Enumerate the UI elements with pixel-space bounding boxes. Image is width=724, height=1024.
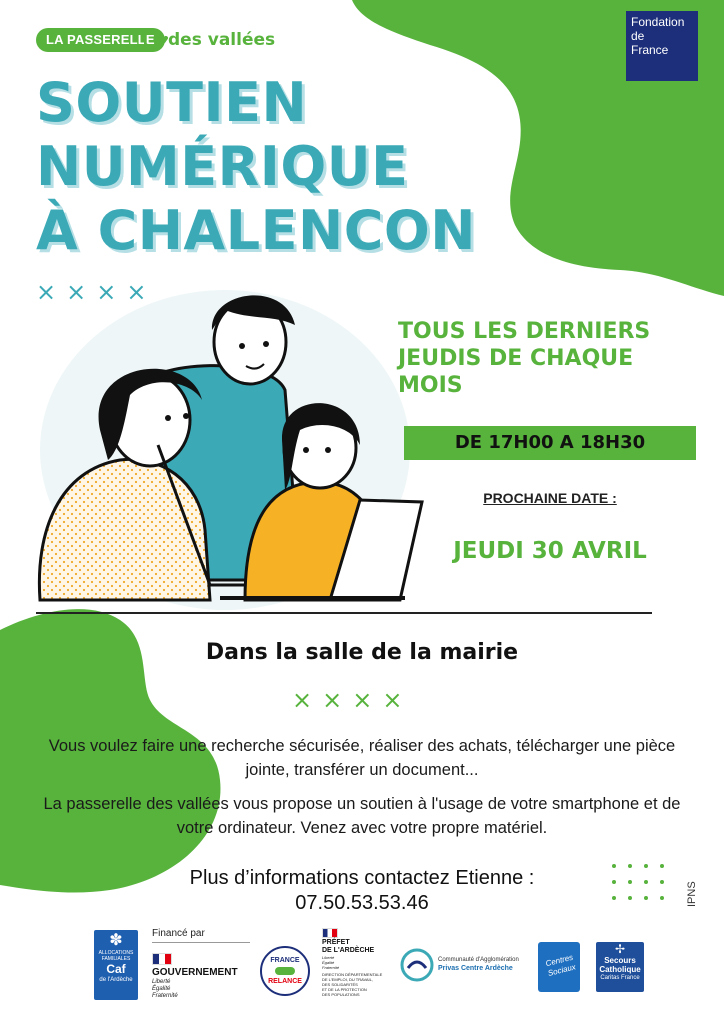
agglo-line-1: Communauté d'Agglomération <box>438 957 519 963</box>
prefet-direction-5: DES POPULATIONS <box>322 992 360 997</box>
prefet-direction-4: ET DE LA PROTECTION <box>322 987 367 992</box>
fdf-line-2: de <box>631 29 645 43</box>
french-flag-icon <box>322 928 338 938</box>
secours-line-1: Secours <box>604 956 636 965</box>
government-name: GOUVERNEMENT <box>152 967 238 978</box>
government-motto-1: Liberté <box>152 979 171 985</box>
caf-logo <box>94 930 138 1000</box>
dot-grid-decoration <box>610 862 666 910</box>
agglo-privas-logo <box>400 948 528 984</box>
fondation-de-france-logo <box>626 11 698 81</box>
passerelle-logo-pill: LA PASSERELLE <box>36 28 165 52</box>
prefet-ardeche-logo <box>322 928 394 1008</box>
prefet-motto-1: Liberté <box>322 955 335 960</box>
prefet-motto-3: Fraternité <box>322 965 340 970</box>
intro-paragraph: Vous voulez faire une recherche sécurisée, réaliser des achats, télécharger une pièce jointe, transférer un document... <box>48 737 676 779</box>
teal-crosses-decoration: ×××× <box>36 278 157 306</box>
prefet-title-1: PRÉFET <box>322 939 350 946</box>
centres-sociaux-logo <box>538 942 580 992</box>
green-crosses-decoration: ×××× <box>292 686 413 714</box>
agglo-emblem-icon <box>400 948 434 982</box>
prefet-direction-2: DE L'EMPLOI, DU TRAVAIL, <box>322 977 373 982</box>
funded-by-label: Financé par <box>152 928 250 943</box>
secours-cross-icon: ✢ <box>614 942 626 956</box>
government-motto-2: Égalité <box>152 986 171 992</box>
secours-line-3: Caritas France <box>600 975 640 981</box>
venue-heading: Dans la salle de la mairie <box>205 640 519 665</box>
centres-sociaux-name: Centres Sociaux <box>544 952 577 978</box>
ipns-label: IPNS <box>686 881 698 907</box>
prefet-direction-3: DES SOLIDARITÉS <box>322 982 358 987</box>
caf-emblem-icon: ✽ <box>109 932 123 949</box>
secours-catholique-logo <box>596 942 644 992</box>
title-line-2: NUMÉRIQUE <box>36 135 409 198</box>
relance-wave-icon <box>275 967 295 975</box>
government-logo <box>152 928 250 1004</box>
contact-line: Plus d’informations contactez Etienne : <box>189 867 535 889</box>
france-relance-logo <box>260 946 310 996</box>
french-flag-icon <box>152 953 172 965</box>
caf-name: Caf <box>106 962 126 976</box>
section-divider <box>36 612 652 614</box>
agglo-line-2: Privas Centre Ardèche <box>438 965 513 972</box>
title-line-1: SOUTIEN <box>36 71 308 134</box>
prefet-title-2: DE L'ARDÈCHE <box>322 947 375 954</box>
relance-top: FRANCE <box>270 957 300 964</box>
offer-paragraph: La passerelle des vallées vous propose un soutien à l'usage de votre smartphone et de votre ordinateur. Venez avec votre propre matériel. <box>43 795 681 837</box>
secours-line-2: Catholique <box>599 965 641 974</box>
schedule-hours-banner: DE 17H00 A 18H30 <box>404 426 696 460</box>
logo-swoosh-icon <box>144 32 170 52</box>
fdf-line-1: Fondation <box>631 15 685 29</box>
prefet-motto-2: Égalité <box>322 960 335 965</box>
people-at-laptop-illustration <box>30 280 430 610</box>
schedule-frequency: TOUS LES DERNIERS JEUDIS DE CHAQUE MOIS <box>398 319 651 398</box>
prefet-direction-1: DIRECTION DÉPARTEMENTALE <box>322 972 383 977</box>
passerelle-logo-subtitle: des vallées <box>168 30 276 50</box>
title-line-3: À CHALENCON <box>36 199 476 262</box>
relance-bottom: RELANCE <box>268 978 302 985</box>
contact-block <box>60 866 664 916</box>
contact-phone: 07.50.53.53.46 <box>295 892 429 914</box>
fdf-line-3: France <box>631 43 669 57</box>
next-date-label <box>404 490 696 506</box>
caf-line-1: ALLOCATIONS <box>98 950 134 956</box>
next-date-label-text: PROCHAINE DATE : <box>483 490 617 506</box>
next-date-value: JEUDI 30 AVRIL <box>453 538 647 564</box>
caf-sub: de l'Ardèche <box>99 977 133 983</box>
caf-line-2: FAMILIALES <box>101 956 131 962</box>
government-motto-3: Fraternité <box>152 993 178 999</box>
